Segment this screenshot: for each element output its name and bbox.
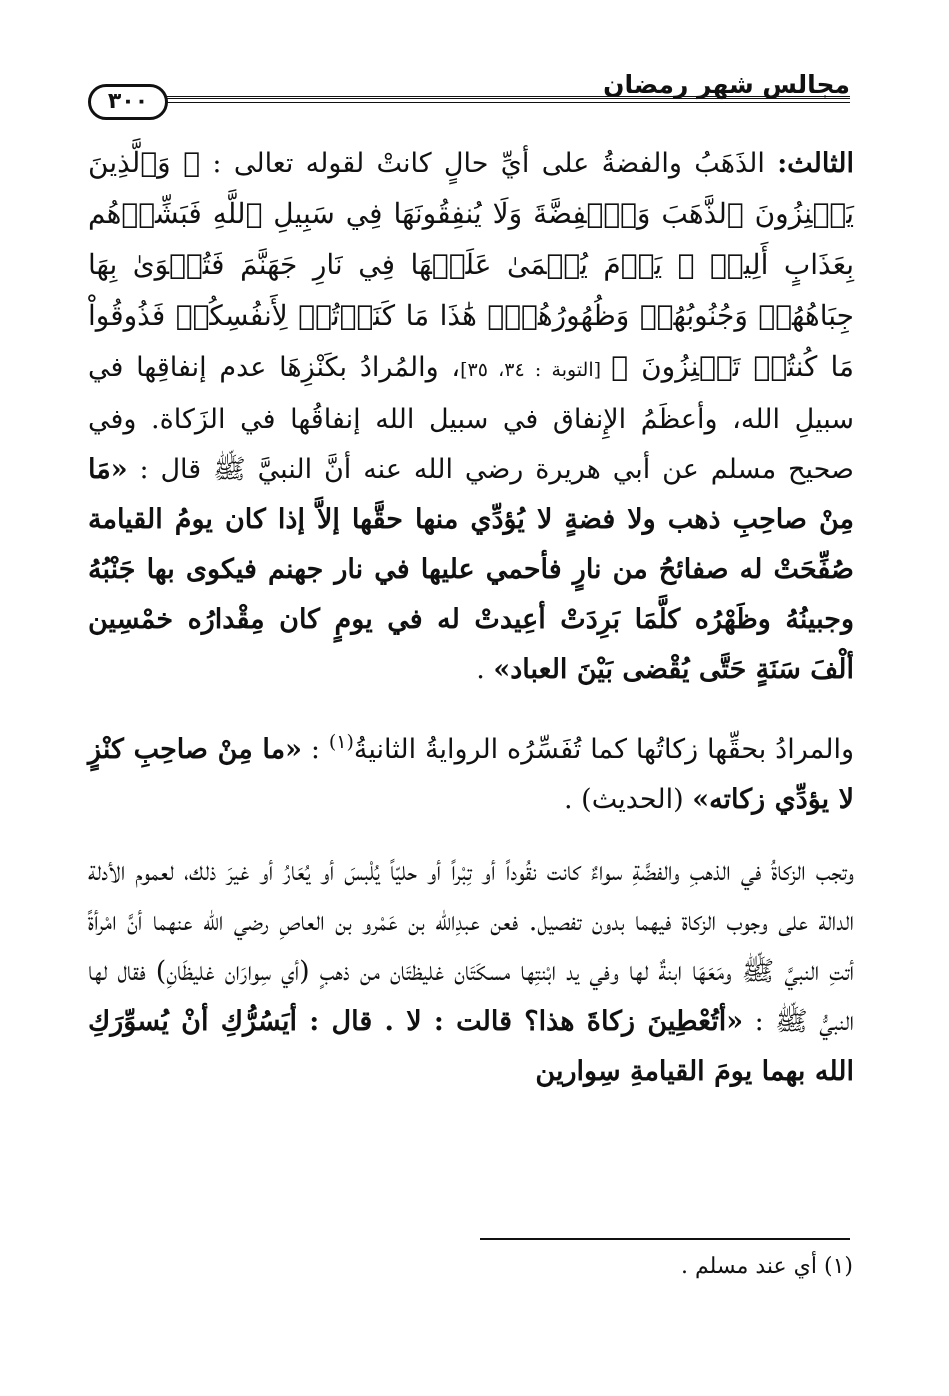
paragraph-intro: الذَهَبُ والفضةُ على أيِّ حالٍ كانتْ لقوله تعالى : xyxy=(200,148,778,179)
hadith-quote: «أتُعْطِينَ زكاةَ هذا؟ قالت : لا . قال : أيَسُرُّكِ أنْ يُسوِّرَكِ الله بهما يومَ القيامةِ سِوارين xyxy=(88,1006,854,1087)
footnote-divider xyxy=(480,1238,850,1240)
paragraph-end: . xyxy=(476,654,494,685)
running-title: مجالس شهر رمضان xyxy=(603,70,850,99)
paragraph-1 xyxy=(88,138,854,695)
paragraph-text: والمرادُ بحقِّها زكاتُها كما تُفَسِّرُه الروايةُ الثانيةُ xyxy=(353,734,854,765)
hadith-quote: «ما مِنْ صاحِبِ كنْزٍ لا يؤدِّي زكاته» xyxy=(88,734,854,815)
quran-verse: ﴿ وَٱلَّذِينَ يَكۡنِزُونَ ٱلذَّهَبَ وَٱلۡفِضَّةَ وَلَا يُنفِقُونَهَا فِي سَبِيلِ ٱللَّهِ فَبَشِّرۡهُم بِعَذَابٍ أَلِيمٖ ۞ يَوۡمَ يُحۡمَىٰ عَلَيۡهَا فِي نَارِ جَهَنَّمَ فَتُكۡوَىٰ بِهَا جِبَاهُهُمۡ وَجُنُوبُهُمۡ وَظُهُورُهُمۡۖ هَٰذَا مَا كَنَزۡتُمۡ لِأَنفُسِكُمۡ فَذُوقُواْ مَا كُنتُمۡ تَكۡنِزُونَ ﴾ xyxy=(88,146,854,383)
footnote-ref: (١) xyxy=(328,731,354,753)
page-number-bar xyxy=(88,84,850,120)
paragraph-3 xyxy=(88,847,854,1097)
main-text xyxy=(88,138,854,1097)
page-header xyxy=(88,62,850,122)
verse-citation: [التوبة : ٣٤، ٣٥] xyxy=(460,359,612,381)
footnote: (١) أي عند مسلم . xyxy=(681,1254,853,1279)
paragraph-label: الثالث: xyxy=(777,148,855,179)
paragraph-colon: : xyxy=(301,734,329,765)
paragraph-2 xyxy=(88,717,854,825)
paragraph-text: ، والمُرادُ بكَنْزِهَا عدم إنفاقِها في سبيلِ الله، وأعظَمُ الإِنفاق في سبيل الله إنفاقُها في الزَكاة. وفي صحيح مسلم عن أبي هريرة رضي الله عنه أنَّ النبيَّ ﷺ قال : xyxy=(88,352,854,485)
header-rule xyxy=(166,96,850,103)
paragraph-end: (الحديث) . xyxy=(564,784,693,815)
hadith-quote: «مَا مِنْ صاحِبِ ذهب ولا فضةٍ لا يُؤدِّي منها حقَّها إلاَّ إذا كان يومُ القيامة صُفِّحَتْ له صفائحُ من نارٍ فأحمي عليها في نار جهنم فيكوى بها جَنْبُهُ وجبينُهُ وظَهْرُه كلَّمَا بَرِدَتْ أعِيدتْ له في يومٍ كان مِقْدارُه خمْسِين ألْفَ سَنَةٍ حَتَّى يُقْضى بَيْنَ العباد» xyxy=(88,454,854,685)
paragraph-text: وتجب الزكاةُ في الذهبِ والفضَّةِ سواءٌ كانت نقُوداً أو تِبْراً أو حليّاً يُلْبسَ أو يُعَارُ أو غيرَ ذلك، لعموم الأدلة الدالة على وجوب الزكاة فيهما بدون تفصيل. فعن عبدِالله بن عَمْرو بن العاصِ رضي الله عنهما أنَّ امْرأةً أتتِ النبيَّ ﷺ ومَعَهَا ابنةٌ لها وفي يد ابْنتِها مسكَتَان غليظتَان من ذهبٍ (أي سِوارَان غليظَانِ) فقال لها النبيُّ ﷺ : xyxy=(88,856,855,1037)
page-number: ٣٠٠ xyxy=(88,84,168,120)
